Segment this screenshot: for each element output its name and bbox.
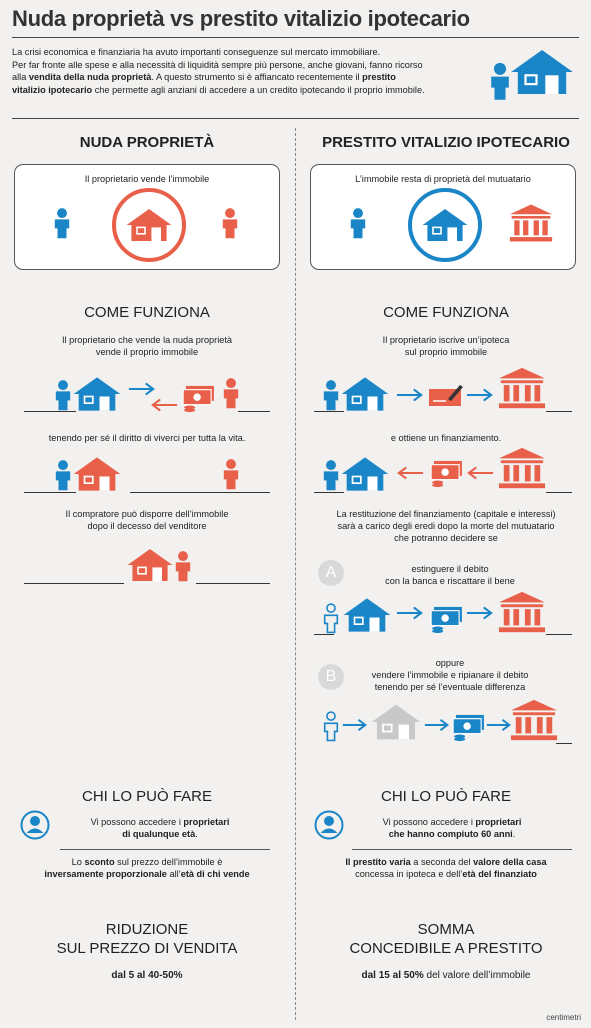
page-title: Nuda proprietà vs prestito vitalizio ipotecario [12,6,470,31]
arrow-right-icon [128,382,156,396]
left-step1-owner-house-icon [54,375,126,413]
right-step2-owner-house-icon [322,455,394,493]
house-circle-icon [407,187,483,263]
title-divider [12,37,579,38]
sold-house-icon [370,702,422,742]
option-a-text: estinguere il debito con la banca e riscattare il bene [385,564,515,586]
heir-house-icon [322,596,394,636]
owner-person-icon [349,207,371,243]
bank-icon [509,203,553,243]
heir-person-icon [322,710,342,744]
bank-icon [498,590,546,634]
arrow-right-icon [342,718,368,732]
right-step1-text: Il proprietario iscrive un’ipoteca sul proprio immobile [382,335,510,357]
publisher-logo: centimetri [546,1013,581,1022]
header-illustration [489,47,577,105]
right-percentage: dal 15 al 50% del valore dell’immobile [361,970,531,981]
left-step3-line-a [24,583,124,584]
right-heading: PRESTITO VITALIZIO IPOTECARIO [322,134,570,151]
left-step2-text: tenendo per sé il diritto di viverci per tutta la vita. [48,433,246,443]
seller-person-icon [53,207,75,243]
left-big-label: RIDUZIONE SUL PREZZO DI VENDITA [56,921,238,957]
bank-icon [498,446,546,490]
right-big-label: SOMMA CONCEDIBILE A PRESTITO [349,921,543,957]
left-step3-buyer-house-icon [126,546,194,584]
left-step2-owner-house-icon [54,455,126,493]
right-step1-line-b [546,411,572,412]
arrow-left-icon [396,466,424,480]
right-note-text: Il prestito varia a seconda del valore della casa concessa in ipoteca e dell’età del finanziato [345,857,547,879]
arrow-left-icon [466,466,494,480]
right-box-text: L’immobile resta di proprietà del mutuatario [355,174,531,184]
bank-icon [498,366,546,410]
arrow-right-icon [396,388,424,402]
left-step1-text: Il proprietario che vende la nuda proprietà vende il proprio immobile [61,335,233,357]
header-person-house-icon [489,47,577,105]
money-icon [452,714,486,742]
option-a-line-b [546,634,572,635]
arrow-right-icon [466,606,494,620]
buyer-person-icon [222,377,242,411]
left-note-text: Lo sconto sul prezzo dell’immobile è inversamente proporzionale all’età di chi vende [44,857,250,879]
left-summary-box [14,164,280,270]
right-who-divider [352,849,572,850]
left-step1-line-b [238,411,270,412]
right-summary-box [310,164,576,270]
option-b-line [556,743,572,744]
arrow-right-icon [466,388,494,402]
intro-text [12,46,492,96]
arrow-right-icon [424,718,450,732]
intro-line-2: Per far fronte alle spese e alla necessità di liquidità sempre più persone, anche giovani, fanno ricorso [12,59,423,70]
option-b-badge: B [318,664,344,690]
right-step1-owner-house-icon [322,375,394,413]
left-who-heading: CHI LO PUÒ FARE [81,788,213,805]
left-heading: NUDA PROPRIETÀ [79,134,215,151]
intro-line-3: alla vendita della nuda proprietà. A questo strumento si è affiancato recentemente il prestito [12,72,396,82]
user-circle-icon [20,810,50,840]
left-who-divider [60,849,270,850]
right-step2-line-b [546,492,572,493]
left-step2-line-b [130,492,270,493]
left-how-heading: COME FUNZIONA [84,304,210,321]
left-step3-text: Il compratore può disporre dell’immobile dopo il decesso del venditore [65,509,229,531]
arrow-right-icon [396,606,424,620]
house-circle-icon [111,187,187,263]
left-box-text: Il proprietario vende l’immobile [84,174,210,184]
right-who-text: Vi possono accedere i proprietari che hanno compiuto 60 anni. [382,817,522,839]
option-b-text: oppure vendere l’immobile e ripianare il debito tenendo per sé l’eventuale differenza [371,658,529,692]
buyer-person-icon [222,458,242,492]
right-who-heading: CHI LO PUÒ FARE [380,788,512,805]
money-icon [182,385,216,413]
arrow-right-icon [486,718,512,732]
intro-line-1: La crisi economica e finanziaria ha avuto importanti conseguenze sul mercato immobiliare. [12,47,381,57]
intro-divider [12,118,579,119]
money-icon [430,606,464,634]
right-how-heading: COME FUNZIONA [383,304,509,321]
right-step3-text: La restituzione del finanziamento (capitale e interessi) sarà a carico degli eredi dopo la morte del mutuatario che potranno decidere se [336,509,556,543]
left-percentage: dal 5 al 40-50% [111,970,183,981]
bank-icon [510,698,558,742]
buyer-person-icon [221,207,243,243]
option-a-badge: A [318,560,344,586]
user-circle-icon [314,810,344,840]
intro-line-4: vitalizio ipotecario che permette agli anziani di accedere a un credito ipotecando il proprio immobile. [12,84,425,95]
left-who-text: Vi possono accedere i proprietari di qualunque età. [90,817,230,839]
right-step2-text: e ottiene un finanziamento. [390,433,502,443]
money-icon [430,460,464,488]
left-step3-line-b [196,583,270,584]
mortgage-check-icon [428,382,464,408]
column-divider [295,128,296,1020]
arrow-left-icon [150,398,178,412]
